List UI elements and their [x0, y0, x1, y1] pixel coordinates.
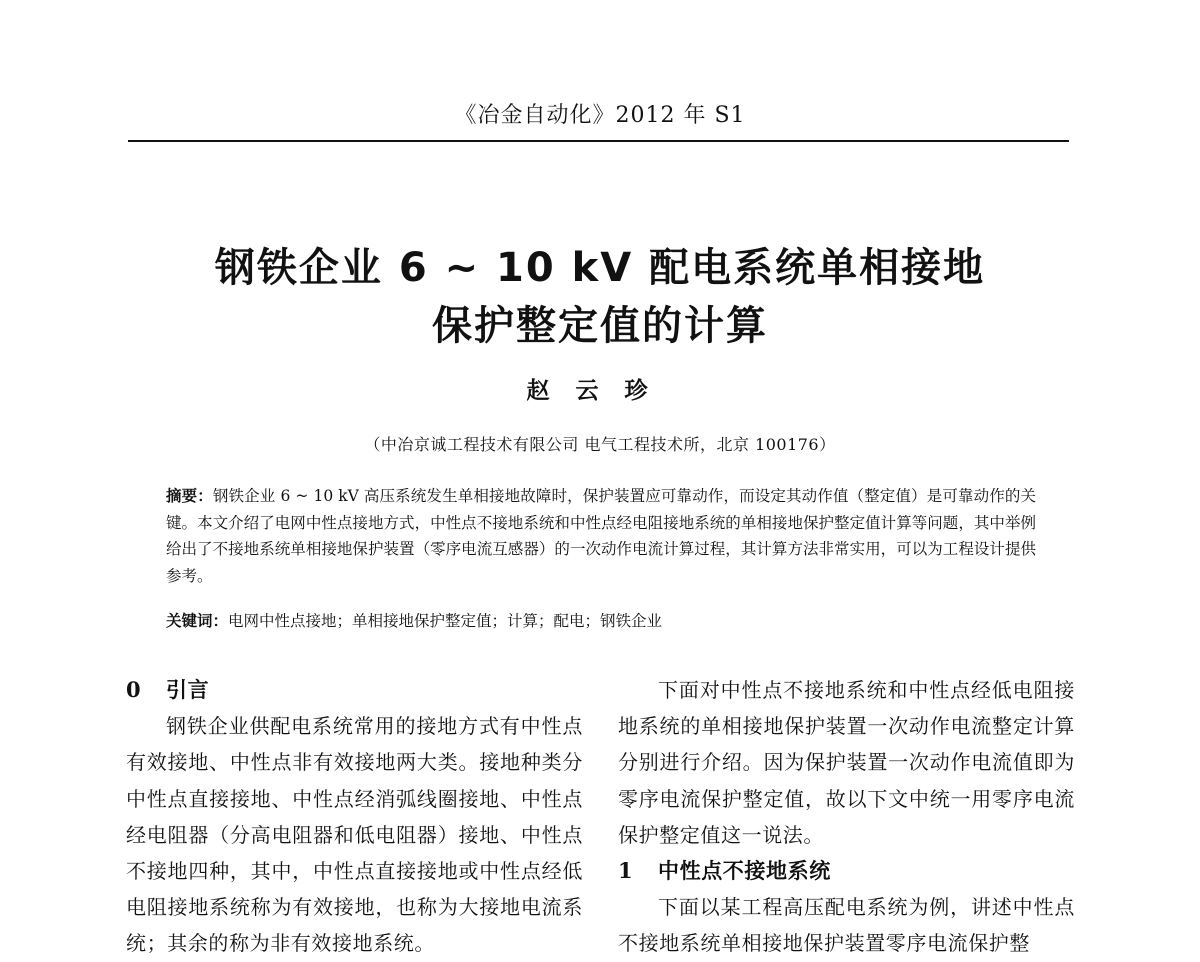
section-number: 0	[126, 677, 142, 702]
right-column	[618, 672, 1075, 962]
header-rule	[128, 140, 1069, 142]
intro-paragraph: 钢铁企业供配电系统常用的接地方式有中性点有效接地、中性点非有效接地两大类。接地种类分中性点直接接地、中性点经消弧线圈接地、中性点经电阻器（分高电阻器和低电阻器）接地、中性点不接地四种，其中，中性点直接接地或中性点经低电阻接地系统称为有效接地，也称为大接地电流系统；其余的称为非有效接地系统。	[126, 714, 583, 956]
keywords-label: 关键词：	[166, 612, 229, 630]
overview-paragraph: 下面对中性点不接地系统和中性点经低电阻接地系统的单相接地保护装置一次动作电流整定计算分别进行介绍。因为保护装置一次动作电流值即为零序电流保护整定值，故以下文中统一用零序电流保护整定值这一说法。	[618, 678, 1075, 847]
section-heading-intro	[126, 672, 583, 708]
author: 赵云珍	[526, 377, 674, 404]
paper-title-line2: 保护整定值的计算	[432, 303, 768, 349]
paper-title-line1: 钢铁企业 6 ~ 10 kV 配电系统单相接地	[214, 245, 986, 291]
ungrounded-paragraph: 下面以某工程高压配电系统为例，讲述中性点不接地系统单相接地保护装置零序电流保护整	[618, 895, 1075, 956]
keywords	[166, 608, 1036, 634]
abstract-label: 摘要：	[166, 487, 213, 505]
section-title: 引言	[166, 678, 210, 702]
keywords-text: 电网中性点接地；单相接地保护整定值；计算；配电；钢铁企业	[228, 612, 663, 630]
left-column	[126, 672, 583, 962]
journal-header: 《冶金自动化》2012 年 S1	[454, 103, 746, 128]
abstract-text: 钢铁企业 6 ~ 10 kV 高压系统发生单相接地故障时，保护装置应可靠动作，而设定其动作值（整定值）是可靠动作的关键。本文介绍了电网中性点接地方式，中性点不接地系统和中性点经电阻接地系统的单相接地保护整定值计算等问题，其中举例给出了不接地系统单相接地保护装置（零序电流互感器）的一次动作电流计算过程，其计算方法非常实用，可以为工程设计提供参考。	[166, 487, 1036, 585]
section-title: 中性点不接地系统	[658, 859, 831, 884]
section-heading-ungrounded	[618, 853, 1075, 889]
abstract	[166, 483, 1036, 589]
section-number: 1	[618, 858, 634, 884]
affiliation: （中冶京诚工程技术有限公司 电气工程技术所，北京 100176）	[364, 435, 836, 454]
